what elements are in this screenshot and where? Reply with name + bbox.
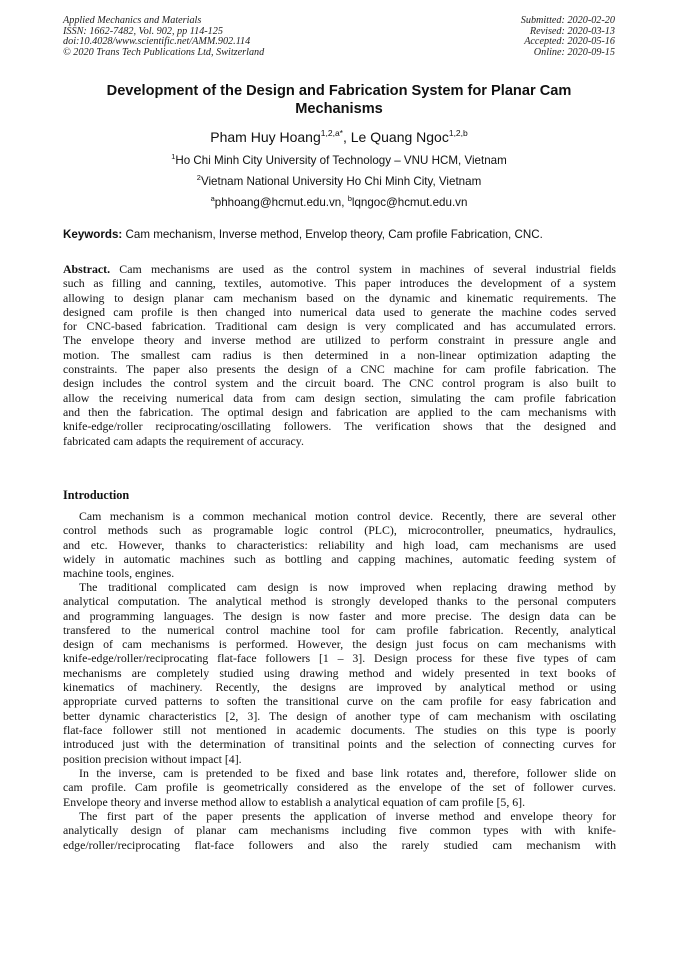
body-line: The traditional complicated cam design is now improved when replacing drawing method by <box>79 580 616 594</box>
affiliation-2 <box>0 171 678 189</box>
date-online: Online: 2020-09-15 <box>533 46 615 58</box>
abstract-line: fabricated cam adapts the requirement of accuracy. <box>63 433 304 448</box>
author-superscript: 1,2,a* <box>320 128 343 138</box>
affiliation-number: 1 <box>171 152 176 161</box>
paper-title <box>60 82 618 118</box>
abstract-line: constraints. The paper also presents the design of a CNC machine for cam profile fabrication. The <box>63 362 616 377</box>
author-superscript: 1,2,b <box>448 128 468 138</box>
keywords <box>63 227 616 242</box>
intro-paragraph-2 <box>63 580 616 766</box>
abstract-line: designed cam profile is then changed into numerical data used to generate the machine codes served <box>63 304 616 319</box>
email-link[interactable]: phhoang@hcmut.edu.vn, <box>214 196 348 209</box>
author-separator: , <box>342 129 351 145</box>
abstract-paragraph <box>63 262 616 448</box>
author-list <box>0 124 678 146</box>
email-link[interactable]: lqngoc@hcmut.edu.vn <box>351 196 468 209</box>
intro-paragraph-3 <box>63 766 616 809</box>
body-line: Cam mechanism is a common mechanical motion control device. Recently, there are several other <box>79 509 616 523</box>
body-line: Envelope theory and inverse method allow to establish a analytical equation of cam profile [5, 6]. <box>63 794 526 809</box>
abstract-text: Cam mechanisms are used as the control system in machines of several industrial fields <box>110 262 616 276</box>
journal-copyright: © 2020 Trans Tech Publications Ltd, Switzerland <box>63 46 265 58</box>
author-name: Pham Huy Hoang <box>210 129 321 145</box>
affiliation-text: Ho Chi Minh City University of Technology – VNU HCM, Vietnam <box>175 154 507 167</box>
body-line: widely in automatic machines such as bottling and capping machines, automatic feeding system of <box>63 551 616 566</box>
title-line: Development of the Design and Fabrication System for Planar Cam <box>106 83 572 99</box>
body-line: The first part of the paper presents the application of inverse method and envelope theory for <box>79 809 616 823</box>
body-line: knife-edge/roller/reciprocating flat-face followers [1 – 3]. Design process for these five types of cam <box>63 651 616 666</box>
journal-info <box>63 16 264 58</box>
abstract-line: such as filling and canning, textiles, automotive. This paper introduces the development of a system <box>63 276 616 291</box>
abstract-line: motion. The smallest cam radius is then determined in a non-linear optimization adapting the <box>63 347 616 362</box>
body-line: control methods such as programable logic control (PLC), microcontroller, pneumatics, hydraulics, <box>63 523 616 538</box>
body-line: analytically design of planar cam mechanisms including five common types with with knife- <box>63 823 616 838</box>
body-line: machine tools, engines. <box>63 566 175 581</box>
body-line: and etc. However, thanks to characteristics: reliability and high load, cam mechanisms are used <box>63 537 616 552</box>
abstract-line: and then the fabrication. The optimal design and fabrication are applied to the cam mechanisms with <box>63 404 616 419</box>
abstract-line: allowing to design planar cam mechanism based on the dynamic and kinematic requirements. The <box>63 290 616 305</box>
abstract-line: for CNC-based fabrication. Traditional cam design is very complicated and has accumulated errors. <box>63 319 616 334</box>
body-line: kinematics of machinery. Recently, the designs are improved by analytical method or using <box>63 680 616 695</box>
journal-issn: ISSN: 1662-7482, Vol. 902, pp 114-125 <box>63 25 223 37</box>
date-revised: Revised: 2020-03-13 <box>529 25 615 37</box>
body-line: analytical computation. The analytical method is strongly developed thanks to the personal computers <box>63 594 616 609</box>
intro-paragraph-4 <box>63 809 616 852</box>
date-submitted: Submitted: 2020-02-20 <box>520 15 615 26</box>
body-line: flat-face follower still not mentioned in academic documents. The studies on this type is poorly <box>63 722 616 737</box>
affiliation-text: Vietnam National University Ho Chi Minh City, Vietnam <box>200 175 482 188</box>
keywords-text: Cam mechanism, Inverse method, Envelop theory, Cam profile Fabrication, CNC. <box>122 228 543 241</box>
journal-name: Applied Mechanics and Materials <box>63 15 202 26</box>
abstract-line: design includes the control system and the circuit board. The CNC control program is also built to <box>63 376 616 391</box>
body-line: design of cam mechanisms is performed. However, the design just focus on cam mechanisms with <box>63 637 616 652</box>
abstract-label: Abstract. <box>63 262 111 276</box>
body-line: introduced just with the determination of transitinal points and the selection of connecting curves for <box>63 737 616 752</box>
abstract-line: knife-edge/roller reciprocating/oscillating followers. The verification shows that the designed and <box>63 419 616 434</box>
body-line: transfered to the numerical control machine tool for cam profile fabrication. Recently, analytical <box>63 622 616 637</box>
abstract-line: The envelope theory and inverse method are utilized to perform constraint in pressure angle and <box>63 333 616 348</box>
title-line: Mechanisms <box>295 101 383 117</box>
body-line: edge/roller/reciprocating flat-face followers and also the rarely studied cam mechanism with <box>63 837 616 852</box>
body-line: mechanisms are completely studied using drawing method and widely presented in text books of <box>63 665 616 680</box>
keywords-label: Keywords: <box>63 228 123 241</box>
body-line: position precision without impact [4]. <box>63 751 242 766</box>
date-accepted: Accepted: 2020-05-16 <box>524 36 615 48</box>
affiliation-number: 2 <box>196 173 201 182</box>
body-line: better dynamic characteristics [2, 3]. The design of another type of cam mechanism with oscilating <box>63 708 616 723</box>
body-line: In the inverse, cam is pretended to be fixed and base link rotates and, therefore, follower slide on <box>79 766 616 780</box>
intro-paragraph-1 <box>63 509 616 580</box>
email-marker: b <box>347 194 352 203</box>
body-line: and programming languages. The design is now faster and more precise. The design data can be <box>63 608 616 623</box>
author-name: Le Quang Ngoc <box>350 129 449 145</box>
publication-dates <box>521 16 615 58</box>
email-marker: a <box>210 194 215 203</box>
journal-doi[interactable]: doi:10.4028/www.scientific.net/AMM.902.114 <box>63 36 251 48</box>
abstract-line <box>63 262 616 276</box>
section-heading-introduction: Introduction <box>63 488 130 502</box>
affiliation-1 <box>0 150 678 168</box>
body-line: appropriate curved patterns to soften the transitional curve on the cam profile for easy fabrication and <box>63 694 616 709</box>
abstract-line: allow the receiving numerical data from cam design section, simulating the cam profile fabrication <box>63 390 616 405</box>
body-line: cam profile. Cam profile is geometrically considered as the envelope of the set of follower curves. <box>63 780 616 795</box>
author-emails <box>0 192 678 210</box>
